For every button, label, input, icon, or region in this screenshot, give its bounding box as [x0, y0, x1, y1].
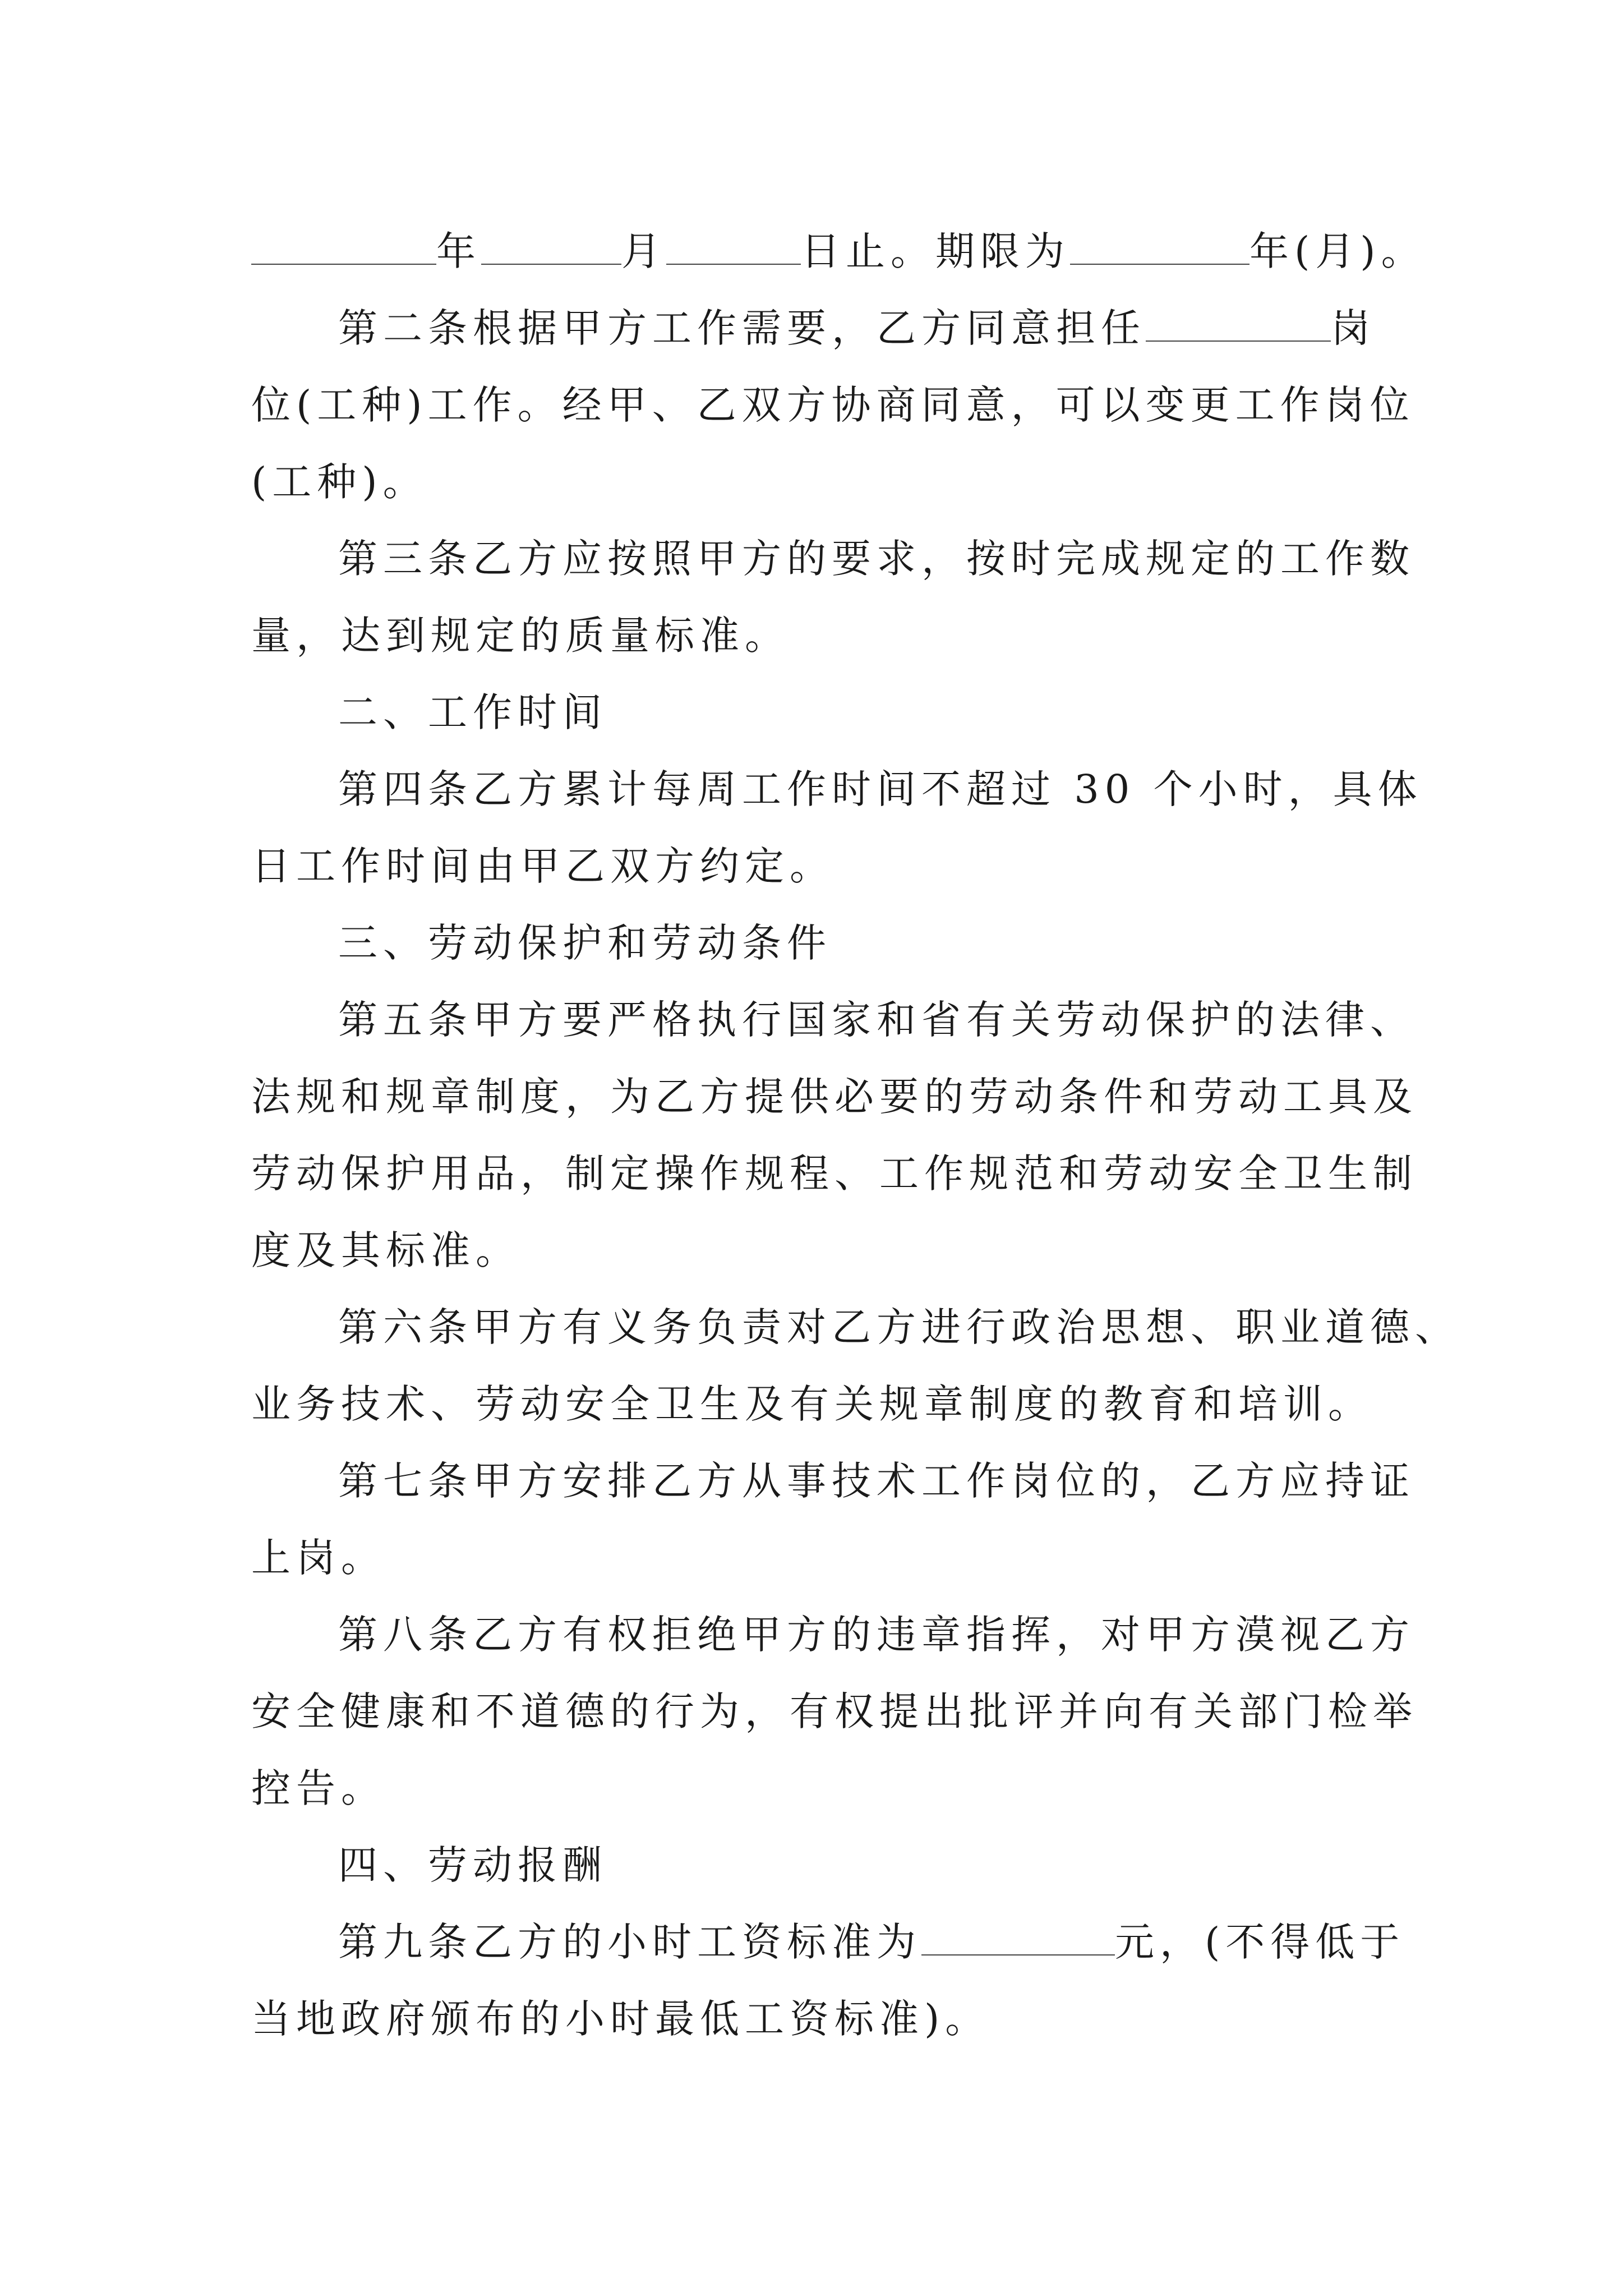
- article-6-line-1: 第六条甲方有义务负责对乙方进行政治思想、职业道德、: [338, 1304, 1460, 1350]
- article-5-line-1: 第五条甲方要严格执行国家和省有关劳动保护的法律、: [338, 997, 1415, 1043]
- article-9-text: 第九条乙方的小时工资标准为: [338, 1919, 921, 1965]
- wage-blank: [921, 1920, 1115, 1955]
- article-8-line-2: 安全健康和不道德的行为，有权提出批评并向有关部门检举: [251, 1688, 1418, 1734]
- section-3-heading: 三、劳动保护和劳动条件: [338, 920, 832, 966]
- document-body: [251, 213, 1460, 2058]
- article-2-line-1: [251, 290, 1401, 367]
- article-2-text: 第二条根据甲方工作需要，乙方同意担任: [338, 305, 1146, 351]
- article-9-line-2: 当地政府颁布的小时最低工资标准)。: [251, 1996, 990, 2042]
- article-8-line-3: 控告。: [251, 1765, 386, 1811]
- article-3-line-2: 量，达到规定的质量标准。: [251, 613, 790, 659]
- article-3-line-1: 第三条乙方应按照甲方的要求，按时完成规定的工作数: [338, 536, 1415, 582]
- article-2-text-end: 岗: [1331, 305, 1376, 351]
- article-6-line-2: 业务技术、劳动安全卫生及有关规章制度的教育和培训。: [251, 1381, 1373, 1427]
- article-9-line-1: [251, 1904, 1405, 1981]
- year-label: 年: [436, 228, 481, 274]
- article-4-line-1: 第四条乙方累计每周工作时间不超过 30 个小时，具体: [338, 766, 1423, 812]
- month-label: 月: [621, 228, 666, 274]
- article-9-text-end: 元，(不得低于: [1115, 1919, 1405, 1965]
- article-2-line-3: (工种)。: [251, 459, 428, 505]
- year-blank: [251, 229, 436, 265]
- position-blank: [1146, 306, 1331, 342]
- article-4-line-2: 日工作时间由甲乙双方约定。: [251, 843, 834, 889]
- day-until-label: 日止。期限为: [801, 228, 1070, 274]
- article-7-line-1: 第七条甲方安排乙方从事技术工作岗位的，乙方应持证: [338, 1458, 1415, 1504]
- section-2-heading: 二、工作时间: [338, 689, 607, 735]
- article-2-line-2: 位(工种)工作。经甲、乙双方协商同意，可以变更工作岗位: [251, 382, 1415, 428]
- period-unit-label: 年(月)。: [1249, 228, 1426, 274]
- article-5-line-4: 度及其标准。: [251, 1227, 520, 1273]
- section-4-heading: 四、劳动报酬: [338, 1842, 607, 1888]
- article-8-line-1: 第八条乙方有权拒绝甲方的违章指挥，对甲方漠视乙方: [338, 1612, 1415, 1658]
- period-blank: [1070, 229, 1249, 265]
- month-blank: [481, 229, 621, 265]
- article-5-line-3: 劳动保护用品，制定操作规程、工作规范和劳动安全卫生制: [251, 1151, 1418, 1197]
- article-5-line-2: 法规和规章制度，为乙方提供必要的劳动条件和劳动工具及: [251, 1074, 1418, 1120]
- term-line: [251, 213, 1426, 290]
- article-7-line-2: 上岗。: [251, 1535, 386, 1581]
- day-blank: [666, 229, 801, 265]
